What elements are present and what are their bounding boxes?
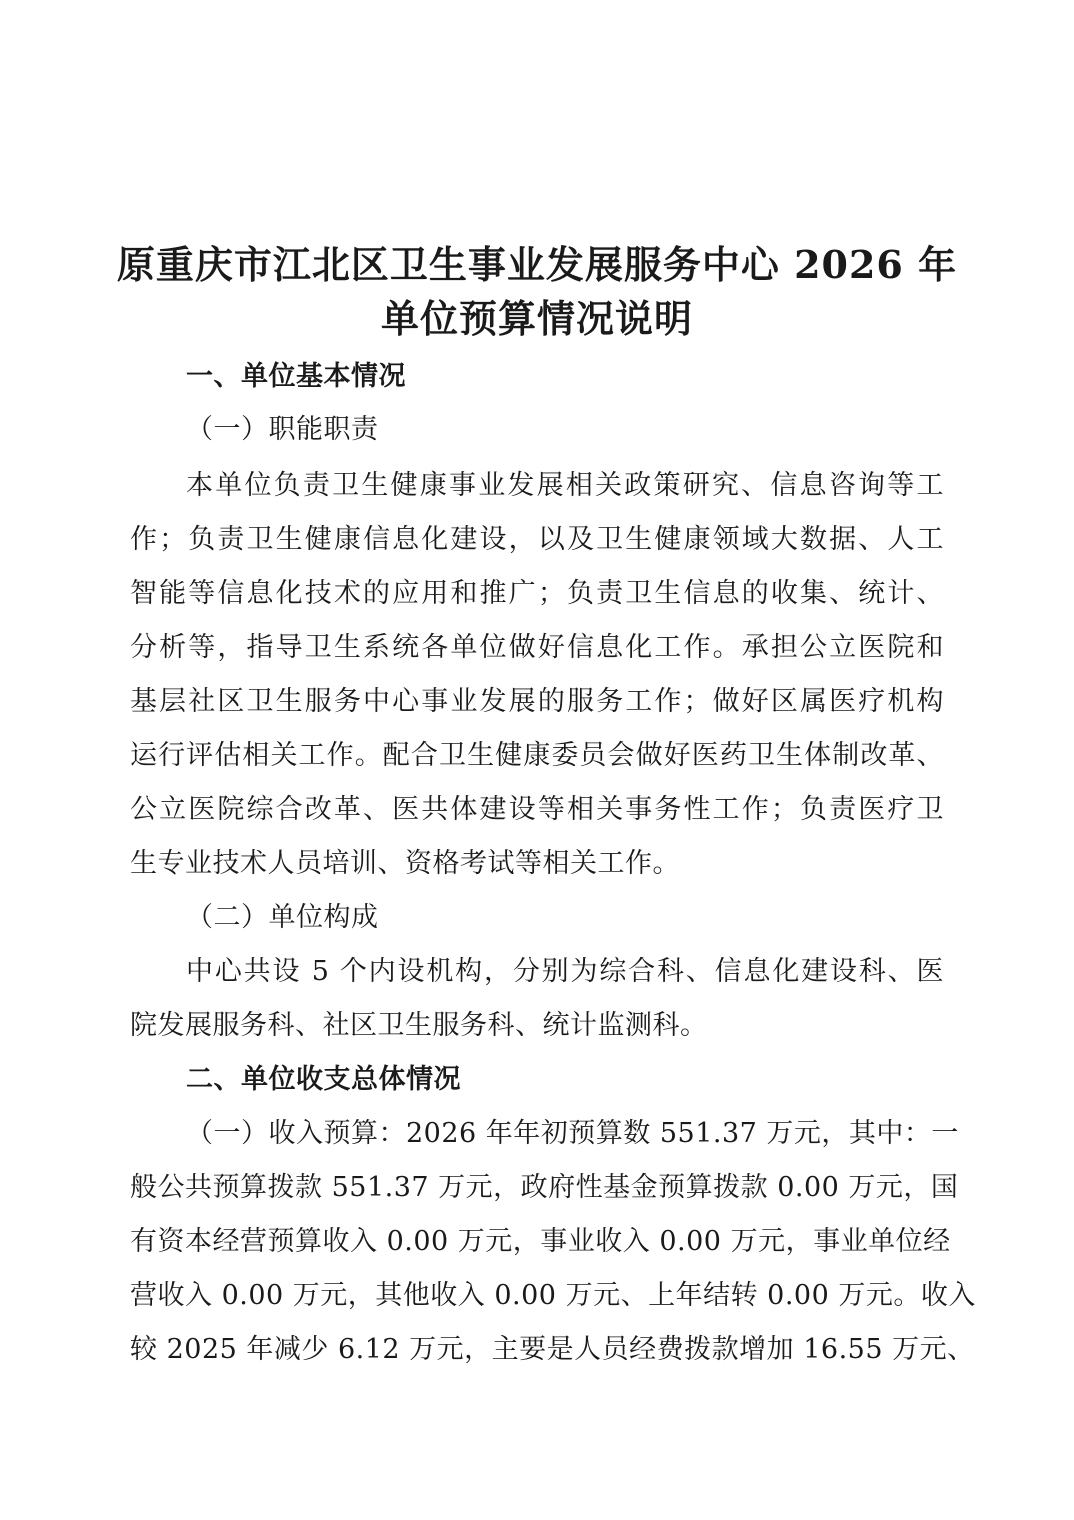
paragraph-line: 公立医院综合改革、医共体建设等相关事务性工作；负责医疗卫: [130, 794, 944, 825]
paragraph-line: 营收入 0.00 万元，其他收入 0.00 万元、上年结转 0.00 万元。收入: [130, 1280, 976, 1311]
paragraph-line: 有资本经营预算收入 0.00 万元，事业收入 0.00 万元，事业单位经: [130, 1226, 951, 1257]
paragraph-line: 生专业技术人员培训、资格考试等相关工作。: [130, 848, 680, 879]
paragraph-line: 院发展服务科、社区卫生服务科、统计监测科。: [130, 1010, 708, 1041]
paragraph-line: 较 2025 年减少 6.12 万元，主要是人员经费拨款增加 16.55 万元、: [130, 1334, 975, 1365]
document-title-line-1: 原重庆市江北区卫生事业发展服务中心 2026 年: [116, 242, 958, 287]
paragraph-line: 本单位负责卫生健康事业发展相关政策研究、信息咨询等工: [186, 470, 944, 501]
section-2-heading: 二、单位收支总体情况: [186, 1064, 461, 1095]
document-title-line-2: 单位预算情况说明: [380, 296, 693, 341]
paragraph-line: 中心共设 5 个内设机构，分别为综合科、信息化建设科、医: [186, 956, 944, 987]
section-1-heading: 一、单位基本情况: [186, 361, 406, 392]
section-1-sub-1-heading: （一）职能职责: [186, 414, 379, 445]
paragraph-line: 分析等，指导卫生系统各单位做好信息化工作。承担公立医院和: [130, 632, 944, 663]
paragraph-line: 基层社区卫生服务中心事业发展的服务工作；做好区属医疗机构: [130, 686, 944, 717]
paragraph-line: 运行评估相关工作。配合卫生健康委员会做好医药卫生体制改革、: [130, 740, 944, 771]
paragraph-line: 般公共预算拨款 551.37 万元，政府性基金预算拨款 0.00 万元，国: [130, 1172, 959, 1203]
section-1-sub-2-heading: （二）单位构成: [186, 902, 379, 933]
paragraph-line: 作；负责卫生健康信息化建设，以及卫生健康领域大数据、人工: [130, 524, 944, 555]
paragraph-line: 智能等信息化技术的应用和推广；负责卫生信息的收集、统计、: [130, 578, 944, 609]
paragraph-line: （一）收入预算：2026 年年初预算数 551.37 万元，其中：一: [186, 1118, 959, 1149]
